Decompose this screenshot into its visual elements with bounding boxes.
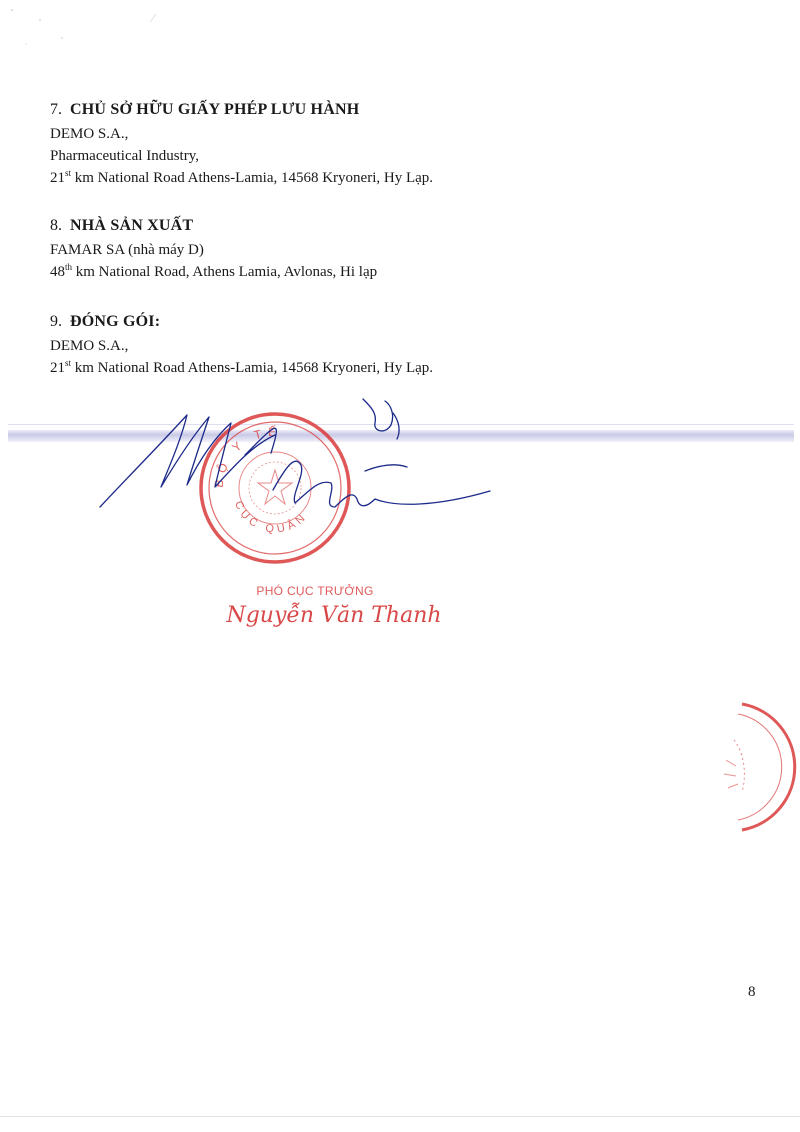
page-bottom-edge [0,1116,800,1117]
stamp-bottom-text: CỤC QUẢN [231,499,311,536]
body-line: 48th km National Road, Athens Lamia, Avlonas, Hi lạp [50,262,378,280]
body-line: DEMO S.A., [50,126,129,142]
page-number: 8 [748,984,756,1000]
edge-stamp [712,700,800,835]
signer-title: PHÓ CỤC TRƯỞNG [256,584,374,598]
section-9 [50,312,650,379]
signer-name: Nguyễn Văn Thanh [226,603,442,628]
scan-specks [0,0,200,60]
section-title: CHỦ SỞ HỮU GIẤY PHÉP LƯU HÀNH [70,101,360,118]
body-line: FAMAR SA (nhà máy D) [50,242,204,258]
section-number: 8. [50,217,62,234]
section-number: 7. [50,101,62,118]
section-number: 9. [50,313,62,330]
body-line: 21st km National Road Athens-Lamia, 14568 Kryoneri, Hy Lạp. [50,168,434,186]
section-heading [50,100,650,120]
section-heading [50,216,650,236]
body-line: DEMO S.A., [50,338,129,354]
body-line: Pharmaceutical Industry, [50,148,199,164]
section-title: ĐÓNG GÓI: [70,313,161,330]
stamp-top-text: BỘ Y TẾ [211,424,283,489]
handwritten-signature [95,395,515,525]
section-8 [50,216,650,283]
section-7 [50,100,650,189]
section-title: NHÀ SẢN XUẤT [70,217,194,234]
section-heading [50,312,650,332]
body-line: 21st km National Road Athens-Lamia, 14568 Kryoneri, Hy Lạp. [50,358,434,376]
